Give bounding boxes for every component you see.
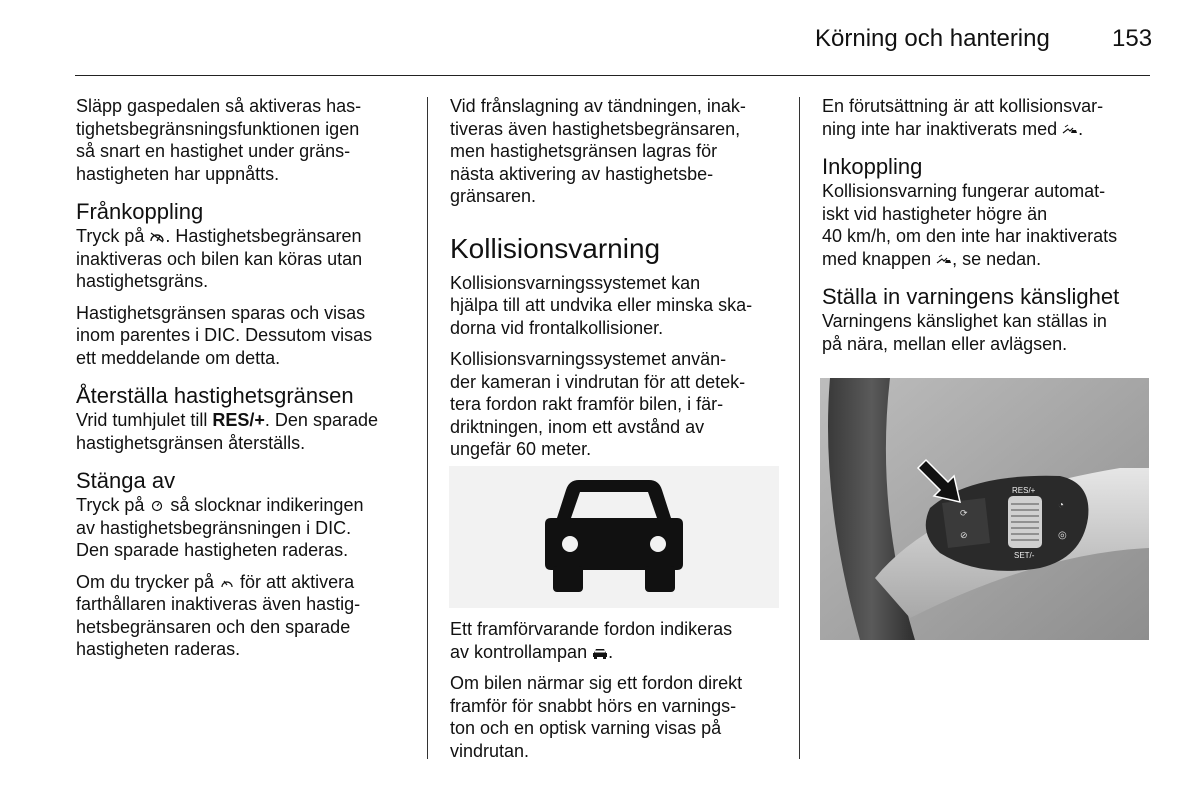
paragraph-indicator-lamp: Ett framförvarande fordon indikeras av kontrollampan . xyxy=(450,619,733,662)
paragraph-stanga-av: Tryck på så slocknar indikeringen av hastighetsbegränsningen i DIC. Den sparade hastigheten raderas. xyxy=(76,495,364,560)
speed-limiter-off-icon xyxy=(149,231,165,243)
column-1 xyxy=(76,95,416,670)
paragraph-collision-intro: Kollisionsvarningssystemet kan hjälpa till att undvika eller minska ska- dorna vid frontalkollisioner. xyxy=(450,272,753,338)
paragraph-prerequisite: En förutsättning är att kollisionsvar- ning inte har inaktiverats med . xyxy=(822,96,1104,139)
cruise-control-icon xyxy=(219,577,235,589)
collision-alert-button xyxy=(942,498,990,548)
column-2-lower xyxy=(450,618,780,771)
heading-frankoppling: Frånkoppling xyxy=(76,199,204,224)
paragraph-cruise-control: Om du trycker på för att aktivera farthållaren inaktiveras även hastig- hetsbegränsaren och den sparade hastigheten raderas. xyxy=(76,571,361,659)
collision-alert-button-icon xyxy=(936,254,952,266)
paragraph-collision-camera: Kollisionsvarningssystemet använ- der kameran i vindrutan för att detek- tera fordon rakt framför bilen, i fär- driktningen, inom ett avstånd av ungefär 60 meter. xyxy=(450,349,746,459)
heading-stanga-av: Stänga av xyxy=(76,468,176,493)
paragraph-sensitivity: Varningens känslighet kan ställas in på nära, mellan eller avlägsen. xyxy=(822,311,1107,354)
heading-kollisionsvarning: Kollisionsvarning xyxy=(450,232,661,264)
speed-limiter-on-glyph: ◎ xyxy=(1058,530,1067,541)
heading-aterstalla: Återställa hastighetsgränsen xyxy=(76,383,354,408)
paragraph-aterstalla: Vrid tumhjulet till RES/+. Den sparade hastighetsgränsen återställs. xyxy=(76,410,378,453)
speed-limiter-icon xyxy=(149,500,165,512)
paragraph-inkoppling: Kollisionsvarning fungerar automat- iskt vid hastigheter högre än 40 km/h, om den inte har inaktiverats med knappen , se nedan. xyxy=(822,181,1118,269)
heading-inkoppling: Inkoppling xyxy=(822,154,923,179)
header-divider xyxy=(75,75,1150,76)
vehicle-ahead-small-icon xyxy=(592,647,608,659)
paragraph-frankoppling: Tryck på . Hastighetsbegränsaren inaktiveras och bilen kan köras utan hastighetsgräns. xyxy=(76,226,363,291)
thumbwheel-ridges xyxy=(1011,504,1039,540)
heading-stalla-in: Ställa in varningens känslighet xyxy=(822,284,1120,309)
collision-alert-button-glyph: ⟳ xyxy=(960,508,968,518)
column-3 xyxy=(822,95,1152,364)
column-divider-left xyxy=(427,97,428,759)
column-divider-right xyxy=(799,97,800,759)
steering-wheel-buttons-figure xyxy=(820,378,1149,640)
paragraph-ignition-off: Vid frånslagning av tändningen, inak- tiveras även hastighetsbegränsaren, men hastighetsgränsen lagras för nästa aktivering av hastighetsbe- gränsaren. xyxy=(450,96,746,206)
set-minus-label: SET/- xyxy=(1014,551,1035,560)
page-header-title: Körning och hantering xyxy=(815,25,1050,52)
paragraph-speed-limiter-reactivate: Släpp gaspedalen så aktiveras has- tighetsbegränsningsfunktionen igen så snart en hastighet under gräns- hastigheten har uppnåtts. xyxy=(76,96,362,184)
cruise-button-glyph: ◔ xyxy=(1058,500,1065,511)
res-plus-label: RES/+ xyxy=(1012,486,1036,495)
speed-limiter-button-glyph: ⊘ xyxy=(960,530,968,540)
paragraph-limit-stored: Hastighetsgränsen sparas och visas inom parentes i DIC. Dessutom visas ett meddelande om detta. xyxy=(76,302,373,368)
paragraph-warning-tone: Om bilen närmar sig ett fordon direkt framför för snabbt hörs en varnings- ton och en optisk varning visas på vindrutan. xyxy=(450,673,743,761)
column-2 xyxy=(450,95,780,470)
collision-alert-icon xyxy=(1062,124,1078,136)
page-number: 153 xyxy=(1112,25,1153,52)
vehicle-ahead-indicator-figure xyxy=(449,466,779,608)
